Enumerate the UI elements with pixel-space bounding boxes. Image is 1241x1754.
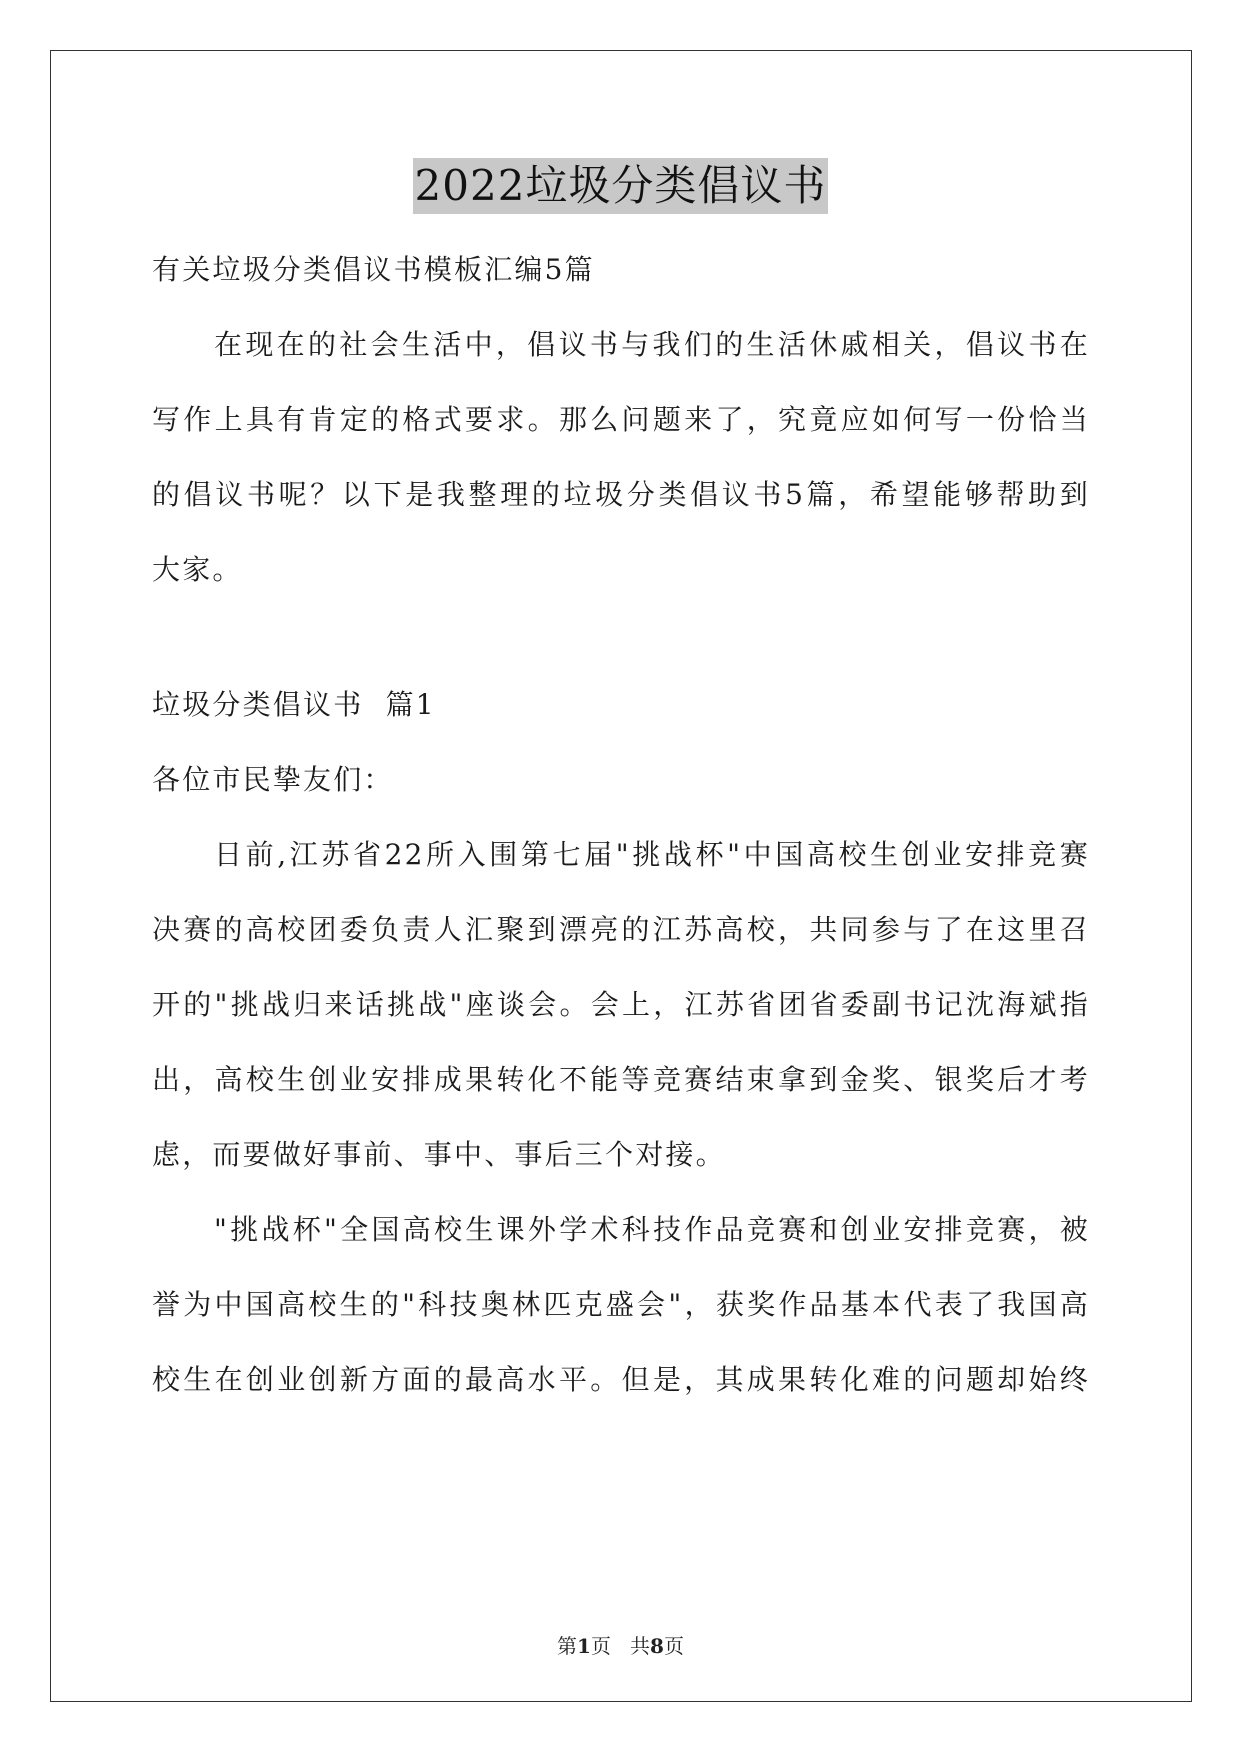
page-footer: [0, 1630, 1241, 1659]
section-heading: 垃圾分类倡议书 篇1: [152, 688, 436, 721]
footer-total-pages: 8: [650, 1634, 664, 1658]
title-container: [0, 158, 1241, 214]
salutation: 各位市民挚友们：: [152, 763, 394, 796]
intro-line: 大家。: [152, 553, 243, 586]
paragraph-line: 校生在创业创新方面的最高水平。但是，其成果转化难的问题却始终: [152, 1363, 1090, 1396]
document-subtitle: 有关垃圾分类倡议书模板汇编5篇: [152, 253, 595, 286]
paragraph-line: 誉为中国高校生的"科技奥林匹克盛会"，获奖作品基本代表了我国高: [152, 1288, 1090, 1321]
paragraph-line: 日前,江苏省22所入围第七届"挑战杯"中国高校生创业安排竞赛: [214, 838, 1090, 871]
paragraph-line: 开的"挑战归来话挑战"座谈会。会上，江苏省团省委副书记沈海斌指: [152, 988, 1090, 1021]
body-paragraph-2: [152, 1192, 1090, 1417]
intro-paragraph: [152, 307, 1090, 607]
intro-line: 的倡议书呢？以下是我整理的垃圾分类倡议书5篇，希望能够帮助到: [152, 478, 1090, 511]
body-paragraph-1: [152, 817, 1090, 1192]
document-title: 2022垃圾分类倡议书: [413, 158, 829, 214]
paragraph-line: 虑，而要做好事前、事中、事后三个对接。: [152, 1138, 726, 1171]
paragraph-line: "挑战杯"全国高校生课外学术科技作品竞赛和创业安排竞赛，被: [214, 1213, 1090, 1246]
footer-total-prefix: 共: [630, 1634, 651, 1658]
footer-page-number: 1: [577, 1634, 591, 1658]
paragraph-line: 出，高校生创业安排成果转化不能等竞赛结束拿到金奖、银奖后才考: [152, 1063, 1090, 1096]
footer-page-suffix: 页: [590, 1634, 611, 1658]
document-body: [152, 232, 1090, 1417]
footer-prefix: 第: [557, 1634, 578, 1658]
paragraph-line: 决赛的高校团委负责人汇聚到漂亮的江苏高校，共同参与了在这里召: [152, 913, 1090, 946]
intro-line: 在现在的社会生活中，倡议书与我们的生活休戚相关，倡议书在: [214, 328, 1090, 361]
intro-line: 写作上具有肯定的格式要求。那么问题来了，究竟应如何写一份恰当: [152, 403, 1090, 436]
footer-total-suffix: 页: [663, 1634, 684, 1658]
